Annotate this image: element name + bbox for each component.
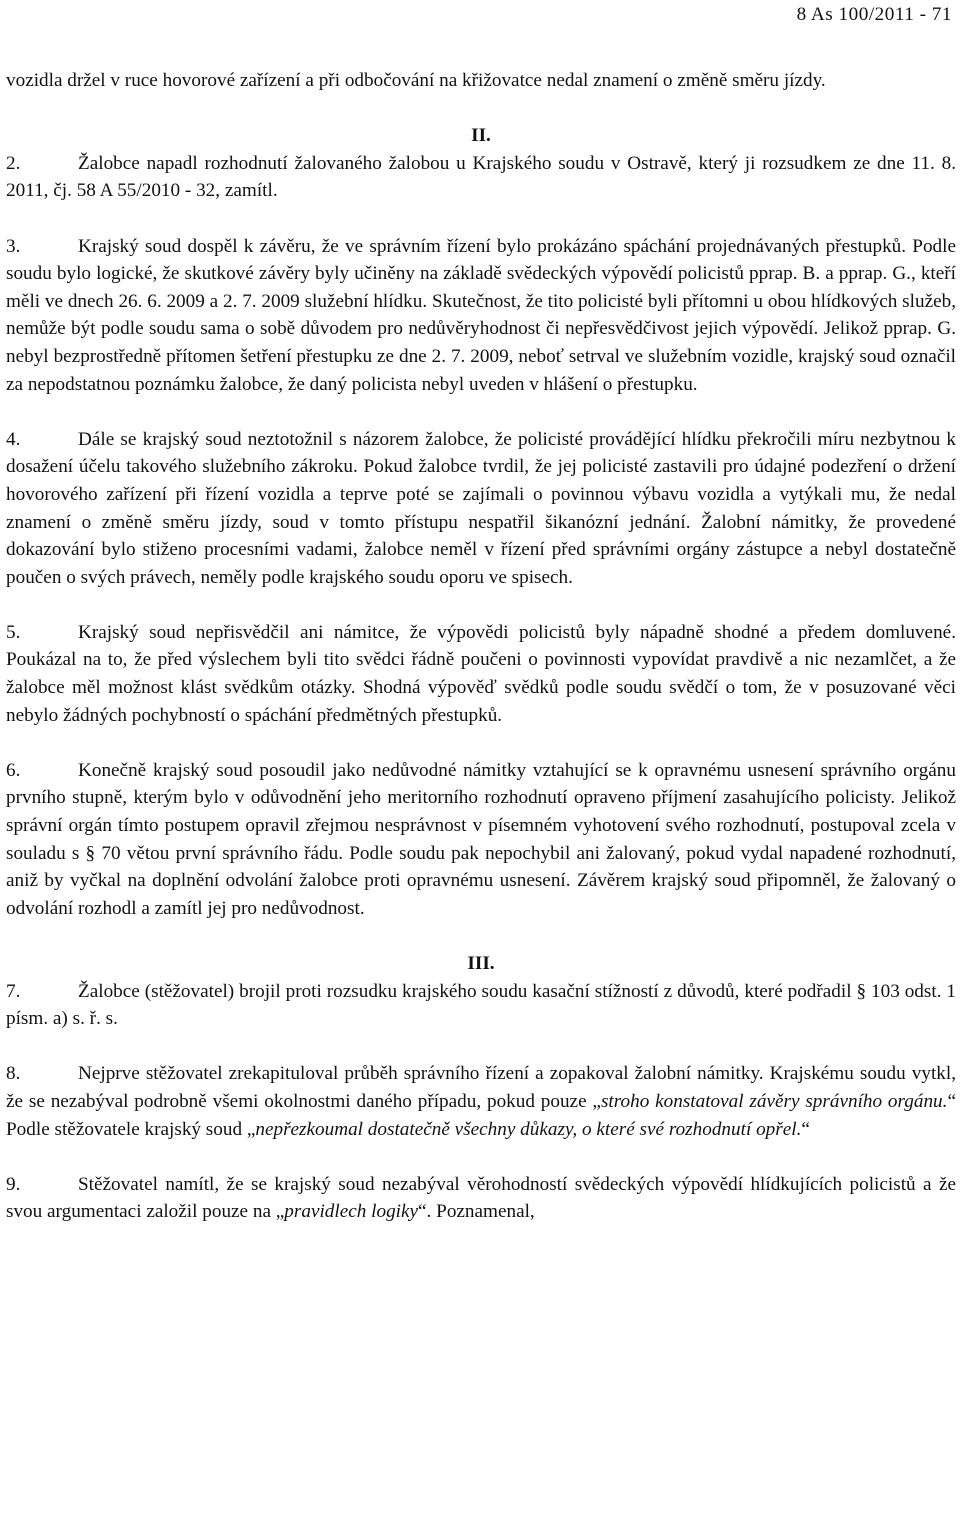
spacer — [6, 95, 956, 123]
paragraph-text: Žalobce napadl rozhodnutí žalovaného žalobou u Krajského soudu v Ostravě, který ji rozsudkem ze dne 11. 8. 2011, čj. 58 A 55/2010 - 32, zamítl. — [6, 152, 956, 202]
section-heading-3: III. — [467, 953, 495, 974]
spacer — [6, 1033, 956, 1061]
paragraph-6 — [6, 757, 956, 923]
paragraph-4 — [6, 426, 956, 592]
quotation: strohо konstatoval závěry správního orgánu. — [600, 1090, 948, 1112]
paragraph-text: Dále se krajský soud neztotožnil s názorem žalobce, že policisté provádějící hlídku překročili míru nezbytnou k dosažení účelu takového služebního zákroku. Pokud žalobce tvrdil, že jej policisté zastavili pro údajné podezření o držení hovorového zařízení při řízení vozidla a teprve poté se zajímali o povinnou výbavu vozidla a vytýkali mu, že nedal znamení o změně směru jízdy, soud v tomto přístupu nespatřil šikanózní jednání. Žalobní námitky, že provedené dokazování bylo stiženo procesními vadami, žalobce neměl v řízení před správními orgány zástupce a nebyl dostatečně poučen o svých právech, neměly podle krajského soudu oporu ve spisech. — [6, 428, 956, 588]
paragraph-number: 5. — [6, 621, 21, 643]
paragraph-9 — [6, 1171, 956, 1226]
paragraph-2 — [6, 150, 956, 205]
paragraph-number: 3. — [6, 235, 21, 257]
paragraph-text: Stěžovatel namítl, že se krajský soud nezabýval věrohodností svědeckých výpovědí hlídkujících policistů a že svou argumentaci založil pouze na „ — [6, 1173, 956, 1223]
paragraph-number: 4. — [6, 428, 21, 450]
spacer — [6, 205, 956, 233]
spacer — [6, 591, 956, 619]
section-heading-2: II. — [471, 125, 491, 147]
spacer — [6, 729, 956, 757]
spacer — [6, 398, 956, 426]
intro-paragraph: vozidla držel v ruce hovorové zařízení a při odbočování na křižovatce nedal znamení o změně směru jízdy. — [6, 70, 826, 91]
paragraph-3 — [6, 233, 956, 399]
paragraph-text: Žalobce (stěžovatel) brojil proti rozsudku krajského soudu kasační stížností z důvodů, které podřadil § 103 odst. 1 písm. a) s. ř. s. — [6, 980, 956, 1030]
quotation: pravidlech logiky — [284, 1201, 419, 1223]
quotation: nepřezkoumal dostatečně všechny důkazy, o které své rozhodnutí opřel. — [255, 1118, 802, 1140]
paragraph-number: 2. — [6, 152, 21, 174]
paragraph-text: “. Poznamenal, — [418, 1201, 535, 1223]
paragraph-text: “ — [801, 1118, 810, 1140]
paragraph-text: Nejprve stěžovatel zrekapituloval průběh správního řízení a zopakoval žalobní námitky. Krajskému soudu vytkl, že se nezabýval podrobně všemi okolnostmi daného případu, pokud pouze „ — [6, 1063, 956, 1112]
paragraph-5 — [6, 619, 956, 729]
paragraph-text: “ Podle stěžovatele krajský soud „ — [6, 1090, 956, 1140]
paragraph-text: Krajský soud dospěl k závěru, že ve správním řízení bylo prokázáno spáchání projednávaných přestupků. Podle soudu bylo logické, že skutkové závěry byly učiněny na základě svědeckých výpovědí policistů pprap. B. a pprap. G., kteří měli ve dnech 26. 6. 2009 a 2. 7. 2009 služební hlídku. Skutečnost, že tito policisté byli přítomni u obou hlídkových služeb, nemůže být podle soudu sama o sobě důvodem pro nedůvěryhodnost či nepřesvědčivost jejich výpovědí. Jelikož pprap. G. nebyl bezprostředně přítomen šetření přestupku ze dne 2. 7. 2009, neboť setrval ve služebním vozidle, krajský soud označil za nepodstatnou poznámku žalobce, že daný policista nebyl uveden v hlášení o přestupku. — [6, 235, 956, 395]
spacer — [6, 1143, 956, 1171]
spacer — [6, 922, 956, 950]
paragraph-number: 7. — [6, 980, 21, 1002]
paragraph-8 — [6, 1060, 956, 1143]
paragraph-text: Krajský soud nepřisvědčil ani námitce, že výpovědi policistů byly nápadně shodné a předem domluvené. Poukázal na to, že před výslechem byli tito svědci řádně poučeni o povinnosti vypovídat pravdivě a nic nezamlčet, a že žalobce měl možnost klást svědkům otázky. Shodná výpověď svědků podle soudu svědčí o tom, že v posuzované věci nebylo žádných pochybností o spáchání předmětných přestupků. — [6, 621, 956, 726]
paragraph-number: 9. — [6, 1173, 21, 1195]
page-header-case-number: 8 As 100/2011 - 71 — [796, 4, 952, 25]
paragraph-number: 8. — [6, 1063, 21, 1085]
document-body — [6, 67, 956, 1226]
paragraph-7 — [6, 978, 956, 1033]
paragraph-number: 6. — [6, 759, 21, 781]
paragraph-text: Konečně krajský soud posoudil jako nedůvodné námitky vztahující se k opravnému usnesení správního orgánu prvního stupně, kterým bylo v odůvodnění jeho meritorního rozhodnutí opraveno příjmení zasahujícího policisty. Jelikož správní orgán tímto postupem opravil zřejmou nesprávnost v písemném vyhotovení svého rozhodnutí, postupoval zcela v souladu s § 70 větou první správního řádu. Podle soudu pak nepochybil ani žalovaný, pokud vydal napadené rozhodnutí, aniž by vyčkal na doplnění odvolání žalobce proti opravnému usnesení. Závěrem krajský soud připomněl, že žalovaný o odvolání rozhodl a zamítl jej pro nedůvodnost. — [6, 759, 956, 919]
